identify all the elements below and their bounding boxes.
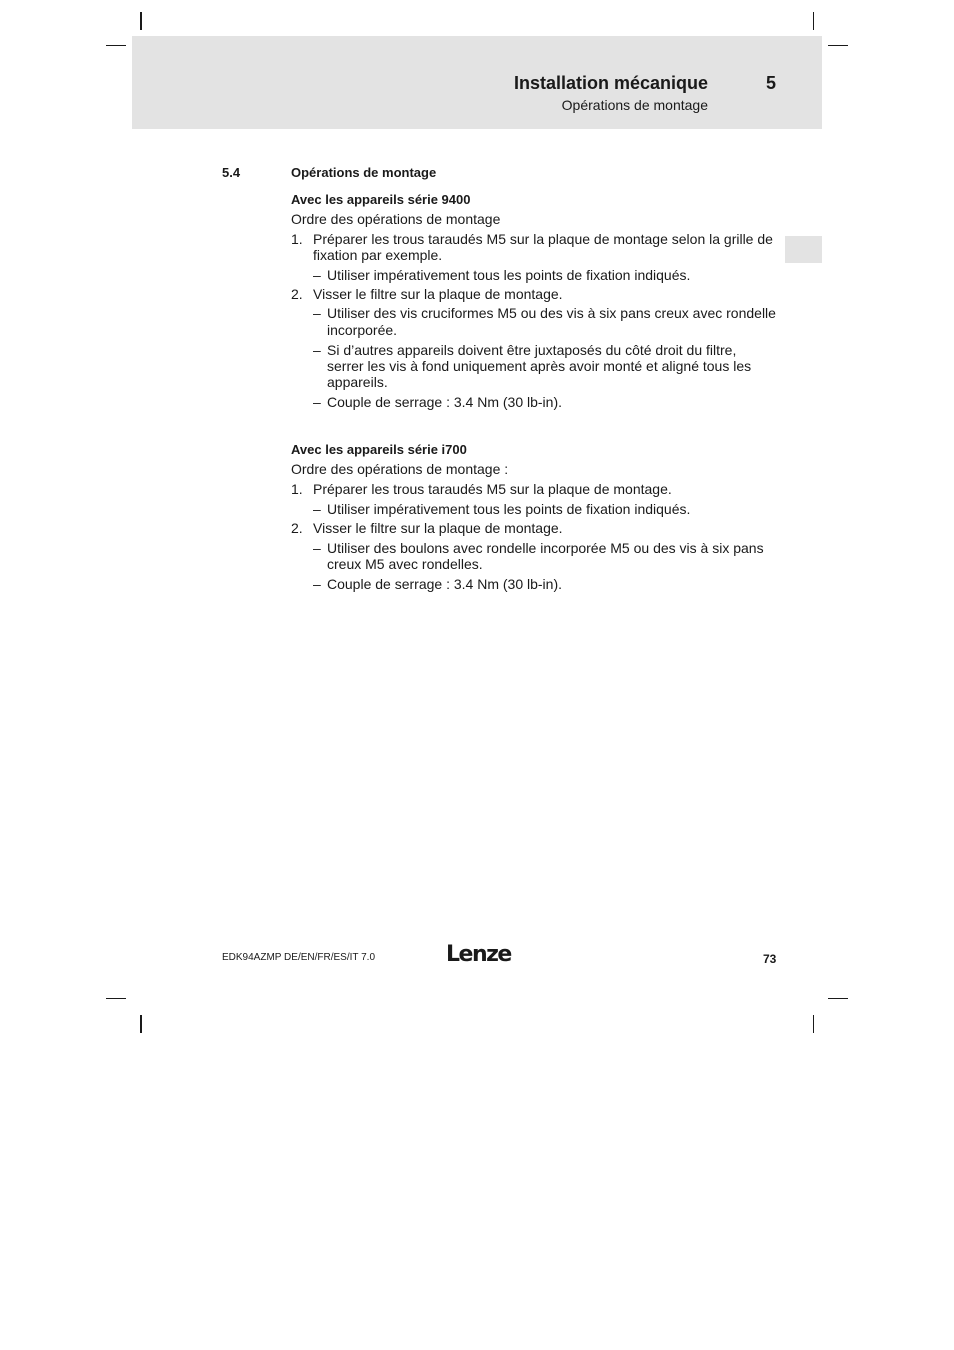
block-intro: Ordre des opérations de montage	[291, 211, 501, 227]
step-number: 1.	[291, 481, 303, 497]
step-text: Visser le filtre sur la plaque de montage.	[313, 520, 563, 536]
dash-bullet: –	[313, 501, 321, 517]
chapter-number: 5	[766, 73, 777, 93]
substep-text: Couple de serrage : 3.4 Nm (30 lb-in).	[327, 394, 562, 410]
crop-mark-top-left-h	[106, 45, 126, 46]
block-intro: Ordre des opérations de montage :	[291, 461, 509, 477]
substep-text: Utiliser des boulons avec rondelle incorporée M5 ou des vis à six pans	[327, 540, 764, 556]
crop-mark-bottom-right-v	[813, 1015, 814, 1033]
step-text: Préparer les trous taraudés M5 sur la plaque de montage selon la grille de	[313, 231, 773, 247]
lenze-logo: Lenze	[446, 942, 511, 967]
dash-bullet: –	[313, 305, 321, 321]
crop-mark-top-right-h	[828, 45, 848, 46]
block-heading: Avec les appareils série i700	[291, 442, 467, 457]
crop-mark-bottom-right-h	[828, 998, 848, 999]
substep-text: Utiliser impérativement tous les points de fixation indiqués.	[327, 267, 691, 283]
substep-text: appareils.	[327, 374, 388, 390]
dash-bullet: –	[313, 576, 321, 592]
section-number: 5.4	[222, 165, 241, 180]
crop-mark-top-left-v	[140, 12, 142, 30]
step-number: 2.	[291, 520, 303, 536]
step-number: 1.	[291, 231, 303, 247]
substep-text: Utiliser des vis cruciformes M5 ou des vis à six pans creux avec rondelle	[327, 305, 776, 321]
dash-bullet: –	[313, 342, 321, 358]
chapter-side-tab	[785, 236, 822, 263]
substep-text: creux M5 avec rondelles.	[327, 556, 483, 572]
step-number: 2.	[291, 286, 303, 302]
step-text: fixation par exemple.	[313, 247, 443, 263]
substep-text: Utiliser impérativement tous les points de fixation indiqués.	[327, 501, 691, 517]
substep-text: serrer les vis à fond uniquement après avoir monté et aligné tous les	[327, 358, 752, 374]
substep-text: Si d’autres appareils doivent être juxtaposés du côté droit du filtre,	[327, 342, 737, 358]
dash-bullet: –	[313, 540, 321, 556]
footer-doc-id: EDK94AZMP DE/EN/FR/ES/IT 7.0	[222, 952, 376, 963]
dash-bullet: –	[313, 267, 321, 283]
step-text: Visser le filtre sur la plaque de montage.	[313, 286, 563, 302]
substep-text: Couple de serrage : 3.4 Nm (30 lb-in).	[327, 576, 562, 592]
chapter-title: Installation mécanique	[513, 73, 708, 93]
header-band	[132, 36, 822, 129]
substep-text: incorporée.	[327, 322, 398, 338]
crop-mark-bottom-left-v	[140, 1015, 142, 1033]
crop-mark-bottom-left-h	[106, 998, 126, 999]
block-heading: Avec les appareils série 9400	[291, 192, 471, 207]
section-subtitle: Opérations de montage	[561, 97, 708, 113]
crop-mark-top-right-v	[813, 12, 814, 30]
dash-bullet: –	[313, 394, 321, 410]
page-number: 73	[763, 952, 777, 966]
step-text: Préparer les trous taraudés M5 sur la plaque de montage.	[313, 481, 672, 497]
section-title: Opérations de montage	[291, 165, 437, 180]
